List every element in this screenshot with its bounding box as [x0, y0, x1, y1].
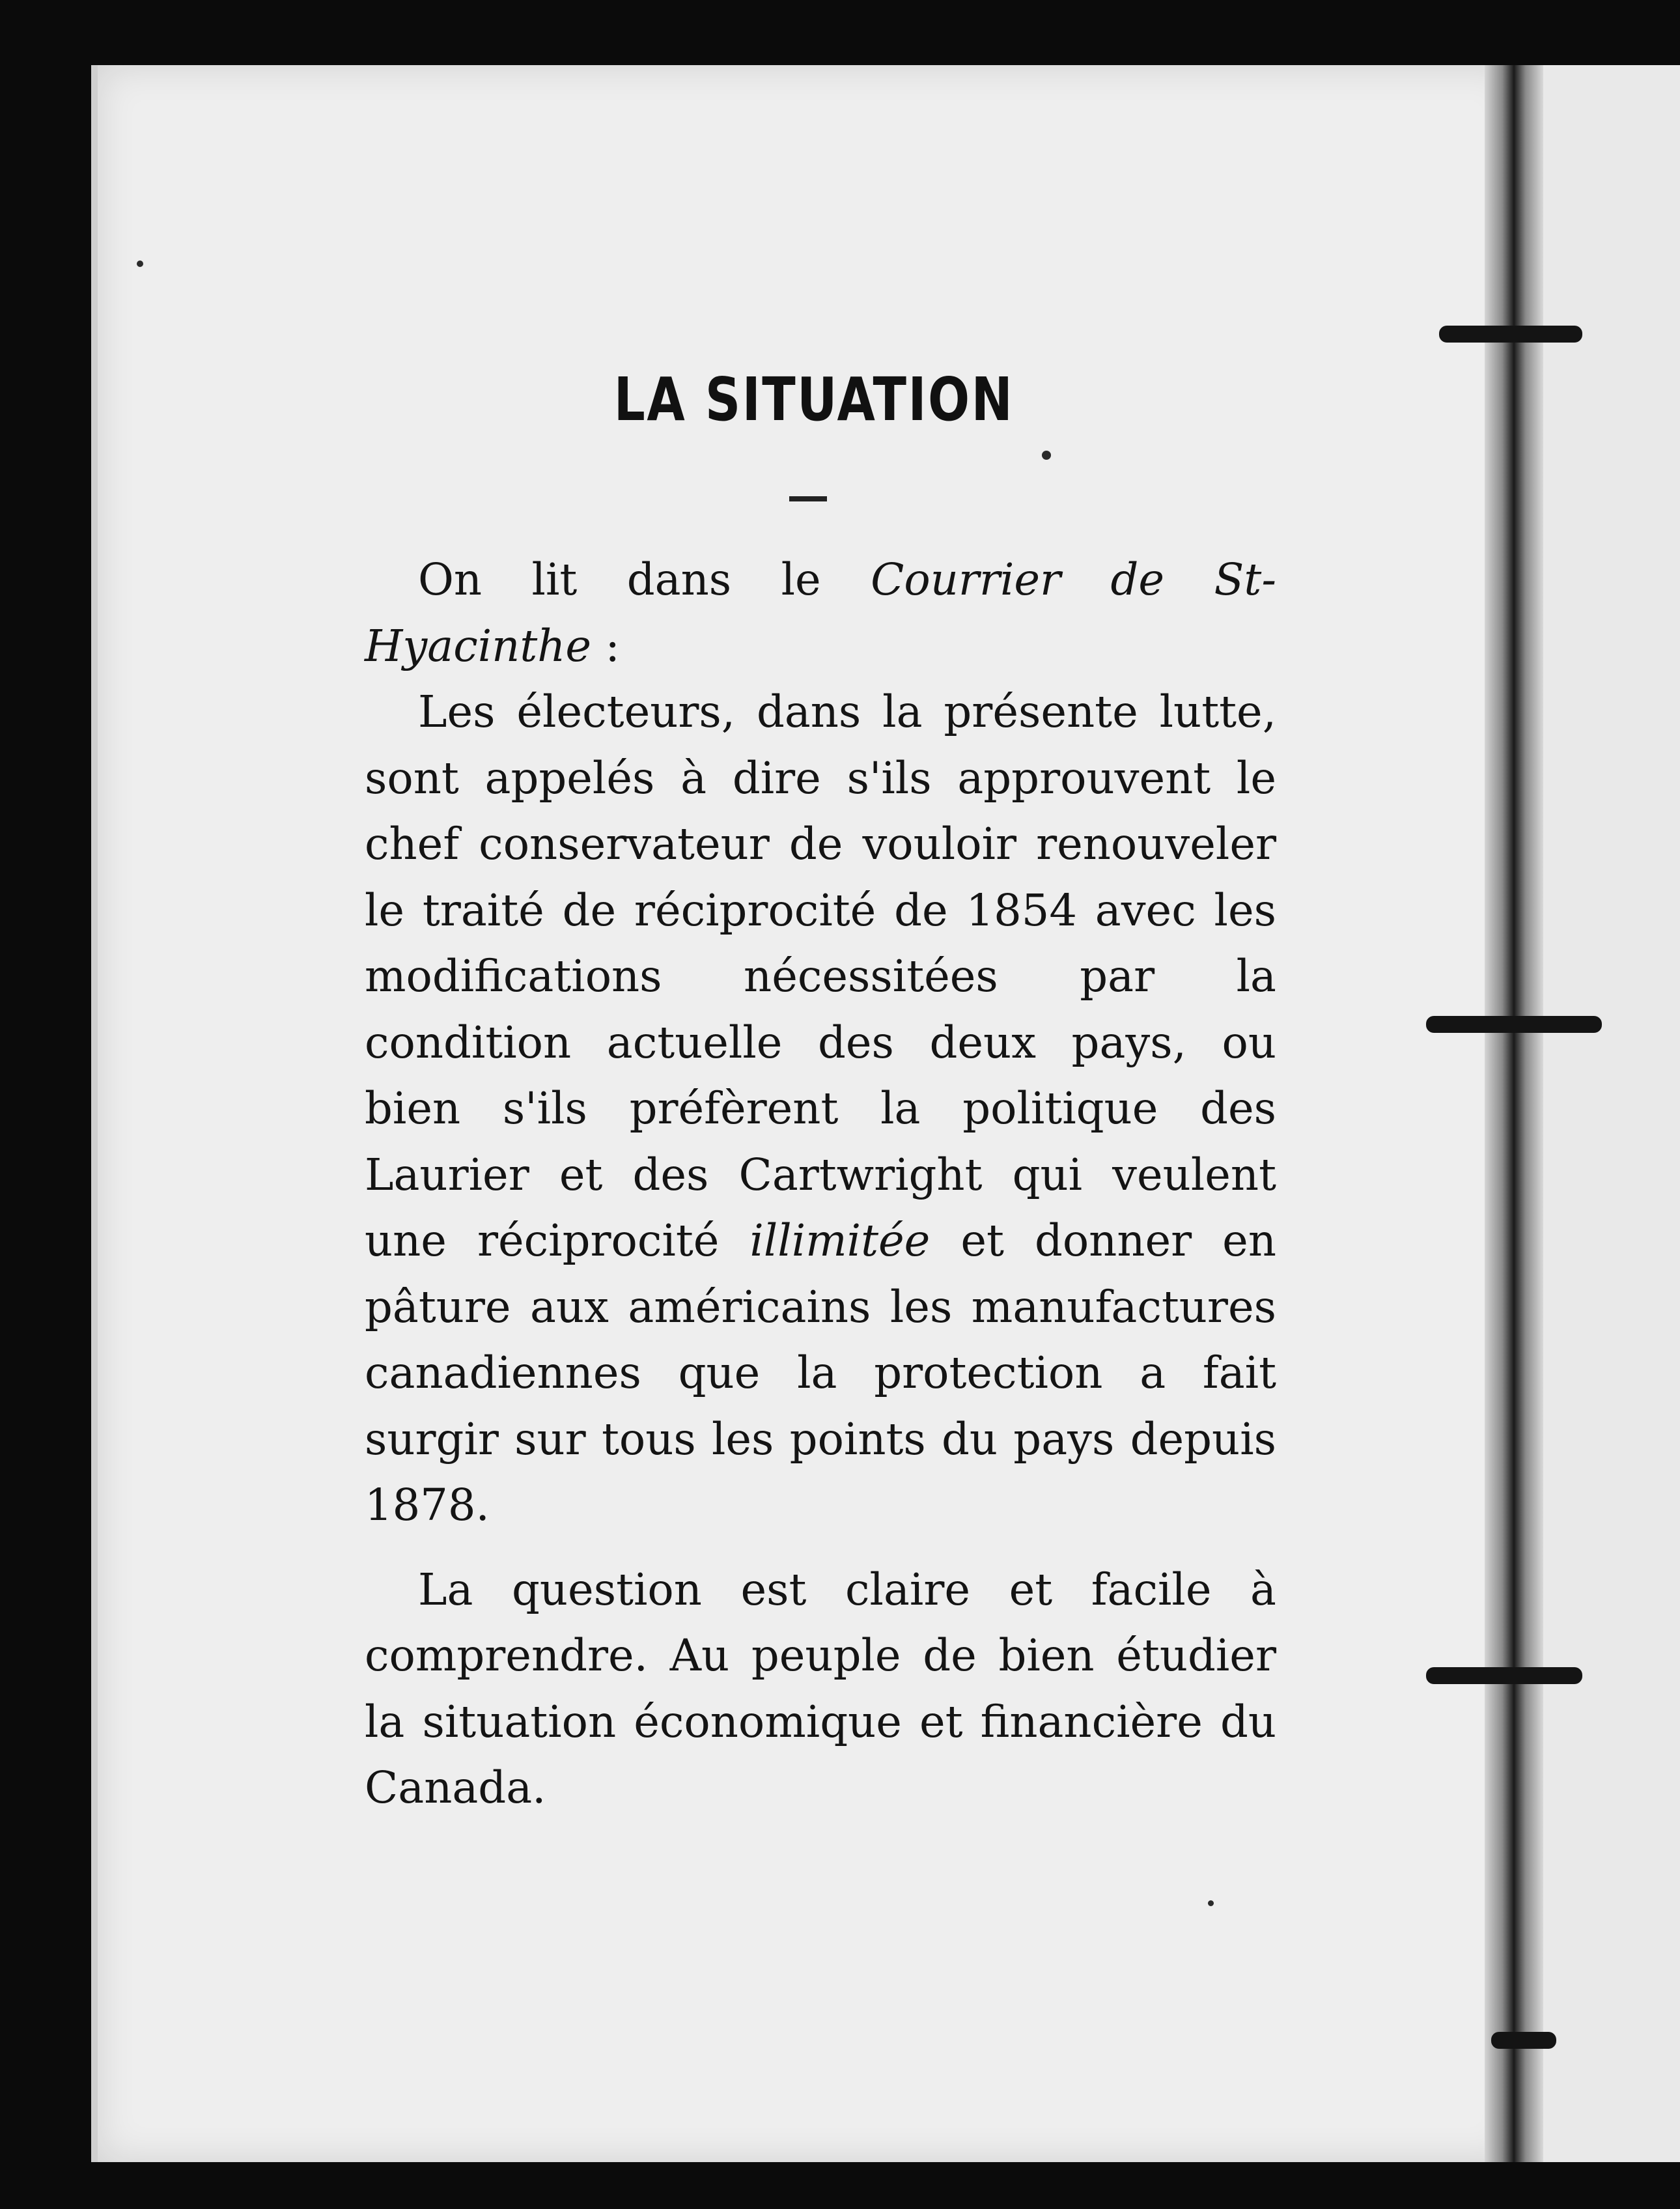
paragraph-1-text: Les électeurs, dans la présente lutte, sont appelés à dire s'ils approuvent le chef conservateur de vouloir renouveler le traité de réciprocité de 1854 avec les modifications nécessitées par la condition actuelle des deux pays, ou bien s'ils préfèrent la politique des Laurier et des Cartwright qui veulent une réciprocité: [365, 686, 1276, 1266]
intro-text: On lit dans le: [418, 554, 871, 605]
binding-stitch: [1426, 1667, 1582, 1684]
paragraph-2: La question est claire et facile à comprendre. Au peuple de bien étudier la situation économique et financière du Canada.: [365, 1564, 1276, 1813]
ink-speck: [1208, 1900, 1214, 1906]
article-title: LA SITUATION: [613, 365, 1015, 434]
paragraph-1: [365, 679, 1276, 1539]
article-body: [365, 547, 1276, 1822]
source-name: Courrier de St-Hyacinthe: [365, 554, 1276, 671]
emphasis-word: illimitée: [749, 1215, 931, 1266]
binding-stitch: [1491, 2032, 1556, 2049]
paragraph-1-text-end: et donner en pâture aux américains les manufactures canadiennes que la protection a fait surgir sur tous les points du pays depuis 1878.: [365, 1215, 1276, 1530]
ink-speck: [137, 260, 143, 267]
binding-stitch: [1426, 1016, 1602, 1033]
intro-line: [365, 547, 1276, 679]
book-binding: [1485, 65, 1543, 2162]
ink-speck: [1042, 451, 1051, 460]
intro-colon: :: [591, 620, 620, 671]
binding-stitch: [1439, 326, 1582, 343]
title-rule: [789, 496, 827, 501]
